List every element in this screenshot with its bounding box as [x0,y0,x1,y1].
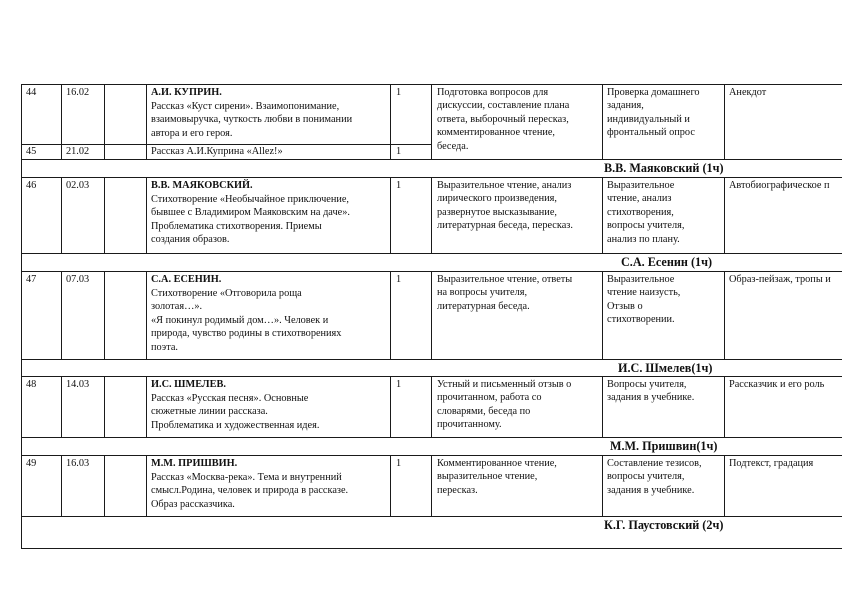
column-divider [61,455,62,516]
column-divider [602,455,603,516]
lesson-theory: Автобиографическое п [729,180,830,191]
lesson-author: А.И. КУПРИН. [151,87,222,98]
lesson-theory: Рассказчик и его роль [729,379,825,390]
column-divider [724,455,725,516]
lesson-author: В.В. МАЯКОВСКИЙ. [151,180,253,191]
lesson-topic: Рассказ А.И.Куприна «Allez!» [151,146,283,157]
column-divider [146,376,147,437]
lesson-hours: 1 [396,379,402,390]
lesson-hours: 1 [396,87,402,98]
column-divider [431,84,432,159]
column-divider [61,84,62,159]
column-divider [146,455,147,516]
column-divider [602,177,603,253]
lesson-topic: Стихотворение «Необычайное приключение, бывшее с Владимиром Маяковским на даче». Проблематика стихотворения. Приемы создания образов. [151,194,350,246]
lesson-activities: Выразительное чтение, ответы на вопросы учителя, литературная беседа. [437,274,573,312]
section-heading: И.С. Шмелев(1ч) [618,361,713,375]
lesson-date: 16.02 [66,87,90,98]
lesson-number: 46 [26,180,37,191]
column-divider [390,271,391,359]
column-divider [146,271,147,359]
column-divider [61,376,62,437]
row-divider [21,516,842,517]
lesson-number: 45 [26,146,37,157]
column-divider [390,84,391,159]
column-divider [146,84,147,159]
column-divider [724,271,725,359]
section-heading: В.В. Маяковский (1ч) [604,161,724,175]
column-divider [602,84,603,159]
lesson-date: 21.02 [66,146,90,157]
lesson-hours: 1 [396,146,402,157]
column-divider [104,177,105,253]
column-divider [390,376,391,437]
column-divider [431,376,432,437]
lesson-activities: Комментированное чтение, выразительное чтение, пересказ. [437,458,557,496]
lesson-theory: Образ-пейзаж, тропы и [729,274,831,285]
lesson-hours: 1 [396,180,402,191]
lesson-author: М.М. ПРИШВИН. [151,458,238,469]
lesson-number: 47 [26,274,37,285]
column-divider [724,84,725,159]
column-divider [104,84,105,159]
lesson-activities: Подготовка вопросов для дискуссии, составление плана ответа, выборочный пересказ, комментированное чтение, беседа. [437,87,570,152]
lesson-control: Проверка домашнего задания, индивидуальный и фронтальный опрос [607,87,700,139]
column-divider [146,177,147,253]
lesson-author: И.С. ШМЕЛЕВ. [151,379,226,390]
lesson-activities: Устный и письменный отзыв о прочитанном, работа со словарями, беседа по прочитанному. [437,379,572,431]
lesson-date: 07.03 [66,274,90,285]
column-divider [390,455,391,516]
lesson-date: 02.03 [66,180,90,191]
lesson-date: 16.03 [66,458,90,469]
lesson-number: 48 [26,379,37,390]
lesson-topic: Рассказ «Куст сирени». Взаимопонимание, взаимовыручка, чуткость любви в понимании автора и его героя. [151,101,353,139]
lesson-hours: 1 [396,274,402,285]
column-divider [104,271,105,359]
lesson-topic: Рассказ «Русская песня». Основные сюжетные линии рассказа. Проблематика и художественная идея. [151,393,320,431]
column-divider [602,376,603,437]
row-divider [21,437,842,438]
section-heading: С.А. Есенин (1ч) [621,255,713,269]
column-divider [724,177,725,253]
row-divider [21,359,842,360]
column-divider [61,271,62,359]
column-divider [61,177,62,253]
section-heading: М.М. Пришвин(1ч) [610,439,718,453]
lesson-control: Выразительное чтение наизусть, Отзыв о стихотворении. [607,274,681,326]
lesson-author: С.А. ЕСЕНИН. [151,274,222,285]
row-divider [21,159,842,160]
column-divider [724,376,725,437]
lesson-activities: Выразительное чтение, анализ лирического произведения, развернутое высказывание, литературная беседа, пересказ. [437,180,573,232]
lesson-control: Вопросы учителя, задания в учебнике. [607,379,695,404]
lesson-theory: Анекдот [729,87,767,98]
lesson-hours: 1 [396,458,402,469]
table-border-bottom [21,548,842,549]
lesson-control: Составление тезисов, вопросы учителя, задания в учебнике. [607,458,702,496]
column-divider [431,455,432,516]
column-divider [390,177,391,253]
lesson-control: Выразительное чтение, анализ стихотворения, вопросы учителя, анализ по плану. [607,180,685,245]
lesson-topic: Рассказ «Москва-река». Тема и внутренний смысл.Родина, человек и природа в рассказе. Образ рассказчика. [151,472,349,510]
column-divider [602,271,603,359]
lesson-date: 14.03 [66,379,90,390]
section-heading: К.Г. Паустовский (2ч) [604,518,724,532]
column-divider [431,271,432,359]
lesson-number: 49 [26,458,37,469]
lesson-theory: Подтекст, градация [729,458,814,469]
column-divider [431,177,432,253]
row-divider [21,253,842,254]
lesson-topic: Стихотворение «Отговорила роща золотая…». «Я покинул родимый дом…». Человек и природа, чувство родины в стихотворениях поэта. [151,288,342,353]
column-divider [104,376,105,437]
lesson-number: 44 [26,87,37,98]
column-divider [104,455,105,516]
table-border-left [21,84,22,549]
